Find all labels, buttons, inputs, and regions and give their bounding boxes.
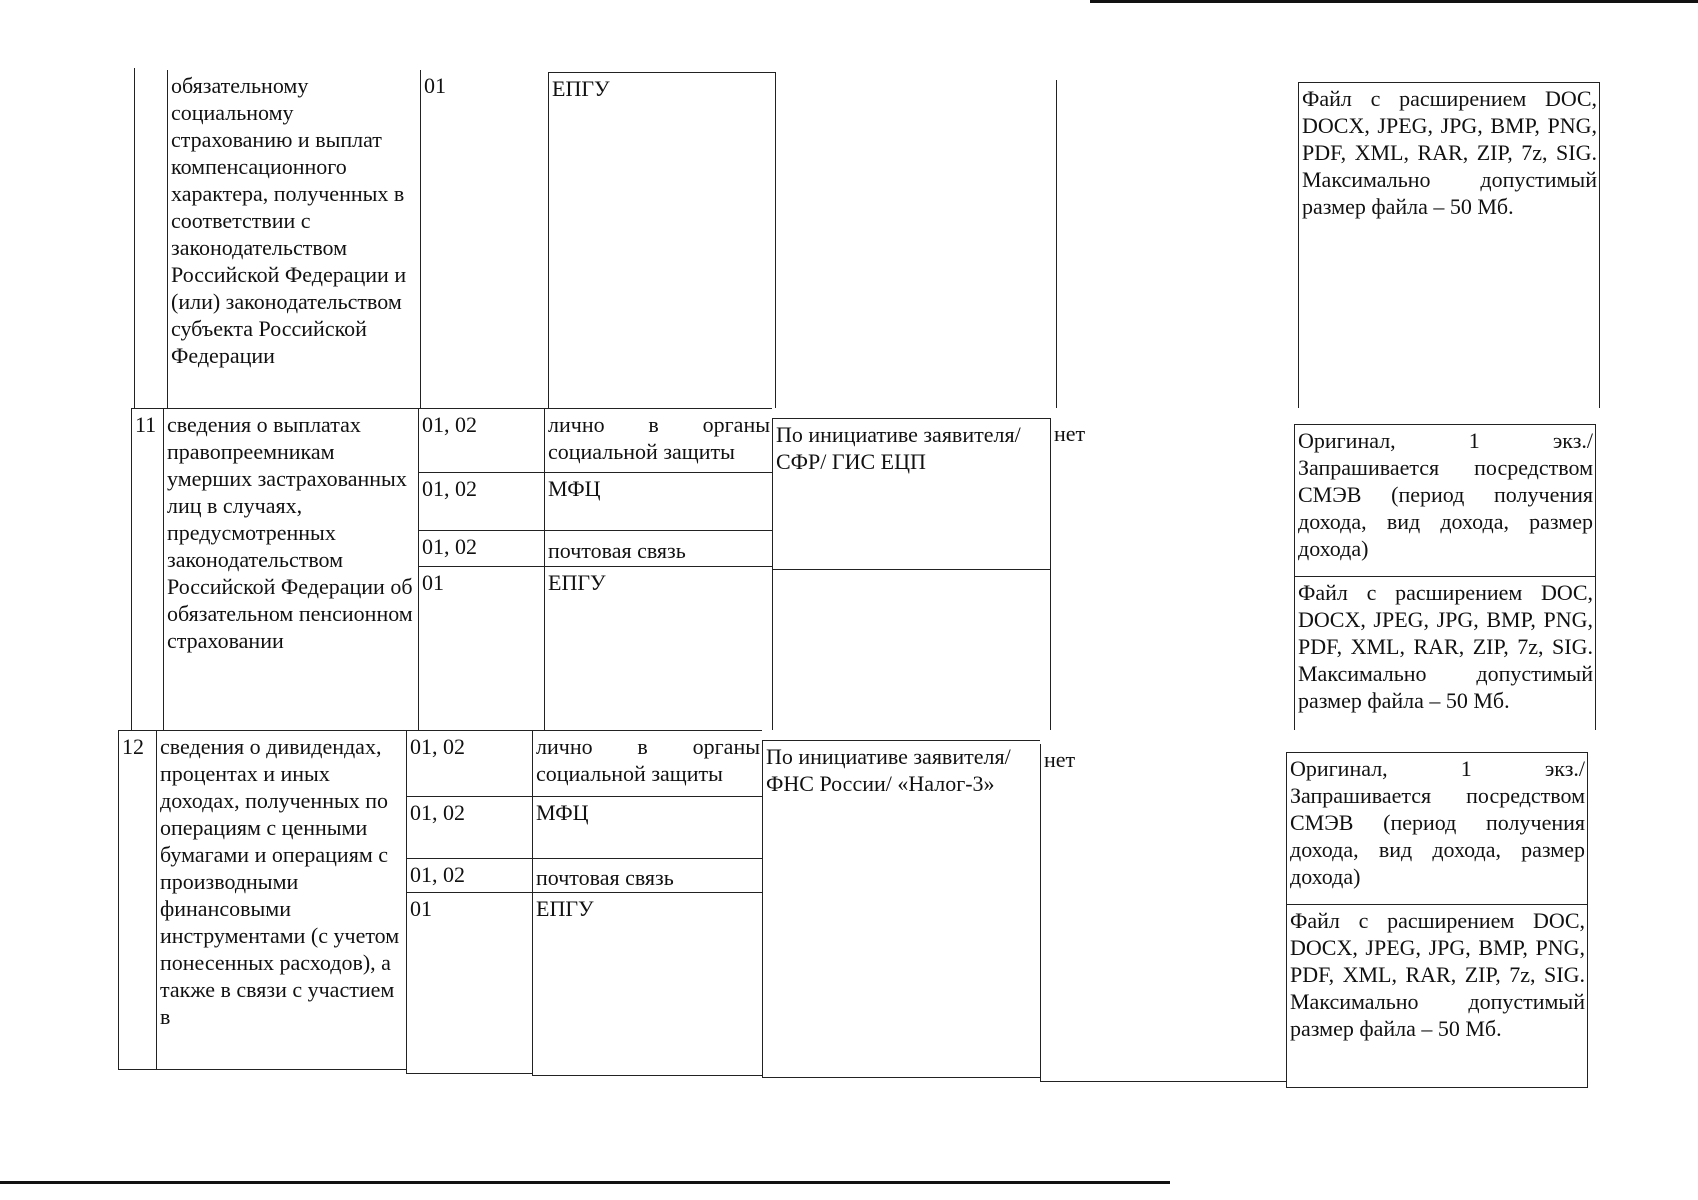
scan-edge-bottom — [0, 1181, 1170, 1184]
row-12-channel-code-4: 01 — [410, 896, 432, 921]
row-12-flag: нет — [1044, 747, 1076, 772]
scan-edge-top — [1090, 0, 1698, 3]
row-11-num-cell — [131, 408, 165, 730]
row-10-source-cell — [776, 72, 1056, 408]
row-12-requirement-2-cell — [1286, 904, 1588, 1088]
row-12-requirement-1: Оригинал, 1 экз./ Запрашивается посредством СМЭВ (период получения дохода, вид дохода, размер дохода) — [1290, 756, 1585, 889]
row-11-channel-code-4: 01 — [422, 570, 444, 595]
row-12-code-4-cell — [406, 892, 532, 1074]
row-10-channel-code: 01 — [424, 73, 446, 98]
row-11-channel-label-3: почтовая связь — [548, 538, 686, 563]
row-12-requirement-2: Файл с расширением DOC, DOCX, JPEG, JPG, BMP, PNG, PDF, XML, RAR, ZIP, 7z, SIG. Максимально допустимый размер файла – 50 Мб. — [1290, 908, 1585, 1041]
row-11-channel-label-1: лично в органы социальной защиты — [548, 412, 770, 464]
row-12-num-cell — [118, 730, 157, 1070]
row-12-channel-label-3: почтовая связь — [536, 865, 674, 890]
row-12-channel-label-1: лично в органы социальной защиты — [536, 734, 760, 786]
row-11-channel-4-cell — [544, 566, 772, 730]
row-11-source: По инициативе заявителя/ СФР/ ГИС ЕЦП — [776, 422, 1021, 474]
row-11-code-4-cell — [418, 566, 544, 730]
row-12-source-cell — [762, 740, 1040, 1078]
row-11-source-cell — [772, 418, 1050, 570]
row-12-flag-cell — [1040, 744, 1286, 1082]
row-11-requirement-2: Файл с расширением DOC, DOCX, JPEG, JPG, BMP, PNG, PDF, XML, RAR, ZIP, 7z, SIG. Максимально допустимый размер файла – 50 Мб. — [1298, 580, 1593, 713]
row-12-name: сведения о дивидендах, процентах и иных доходах, полученных по операциям с ценными бумагами и операциям с производными финансовыми инструментами (с учетом понесенных расходов), а также в связи с участием в — [160, 734, 400, 1029]
row-10-requirement: Файл с расширением DOC, DOCX, JPEG, JPG, BMP, PNG, PDF, XML, RAR, ZIP, 7z, SIG. Максимально допустимый размер файла – 50 Мб. — [1302, 86, 1597, 219]
row-11-channel-1-cell — [544, 408, 772, 472]
row-11-requirement-1-cell — [1294, 424, 1596, 576]
row-11-channel-label-2: МФЦ — [548, 476, 601, 501]
row-11-code-3-cell — [418, 530, 544, 566]
row-12-channel-3-cell — [532, 858, 762, 892]
row-11-name: сведения о выплатах правопреемникам умерших застрахованных лиц в случаях, предусмотренных законодательством Российской Федерации об обязательном пенсионном страховании — [167, 412, 413, 653]
row-10-channel-label: ЕПГУ — [552, 76, 610, 101]
row-11-flag: нет — [1054, 421, 1086, 446]
row-10-channel-cell — [548, 72, 776, 408]
row-11-channel-code-3: 01, 02 — [422, 534, 477, 559]
row-11-code-1-cell — [418, 408, 544, 472]
row-12-code-3-cell — [406, 858, 532, 892]
row-11-channel-label-4: ЕПГУ — [548, 570, 606, 595]
row-11-code-2-cell — [418, 472, 544, 530]
row-12-code-1-cell — [406, 730, 532, 796]
row-11-requirement-2-cell — [1294, 576, 1596, 730]
row-12-channel-1-cell — [532, 730, 762, 796]
row-11-channel-code-2: 01, 02 — [422, 476, 477, 501]
row-12-channel-code-3: 01, 02 — [410, 862, 465, 887]
row-12-channel-code-2: 01, 02 — [410, 800, 465, 825]
row-10-divider-flag — [1056, 80, 1057, 408]
row-12-channel-2-cell — [532, 796, 762, 858]
row-11-channel-2-cell — [544, 472, 772, 530]
row-11-channel-code-1: 01, 02 — [422, 412, 477, 437]
row-12-channel-4-cell — [532, 892, 762, 1076]
row-11-requirement-1: Оригинал, 1 экз./ Запрашивается посредством СМЭВ (период получения дохода, вид дохода, размер дохода) — [1298, 428, 1593, 561]
row-10-name-cell — [167, 70, 421, 408]
row-10-name: обязательному социальному страхованию и выплат компенсационного характера, полученных в соответствии с законодательством Российской Федерации и (или) законодательством субъекта Российской Федерации — [171, 73, 407, 368]
row-12-number: 12 — [122, 734, 144, 759]
row-12-channel-code-1: 01, 02 — [410, 734, 465, 759]
row-12-name-cell — [156, 730, 406, 1070]
row-12-source: По инициативе заявителя/ ФНС России/ «Налог-3» — [766, 744, 1011, 796]
row-11-name-cell — [163, 408, 418, 730]
row-12-code-2-cell — [406, 796, 532, 858]
table-border-left — [134, 68, 135, 408]
row-10-code-cell — [421, 70, 548, 408]
row-12-channel-label-4: ЕПГУ — [536, 896, 594, 921]
row-11-number: 11 — [135, 412, 157, 437]
row-11-channel-3-cell — [544, 530, 772, 566]
row-11-source-lower-cell — [772, 570, 1050, 730]
row-11-flag-cell — [1050, 418, 1294, 730]
row-12-requirement-1-cell — [1286, 752, 1588, 904]
row-12-channel-label-2: МФЦ — [536, 800, 589, 825]
row-10-requirement-cell — [1298, 82, 1600, 408]
